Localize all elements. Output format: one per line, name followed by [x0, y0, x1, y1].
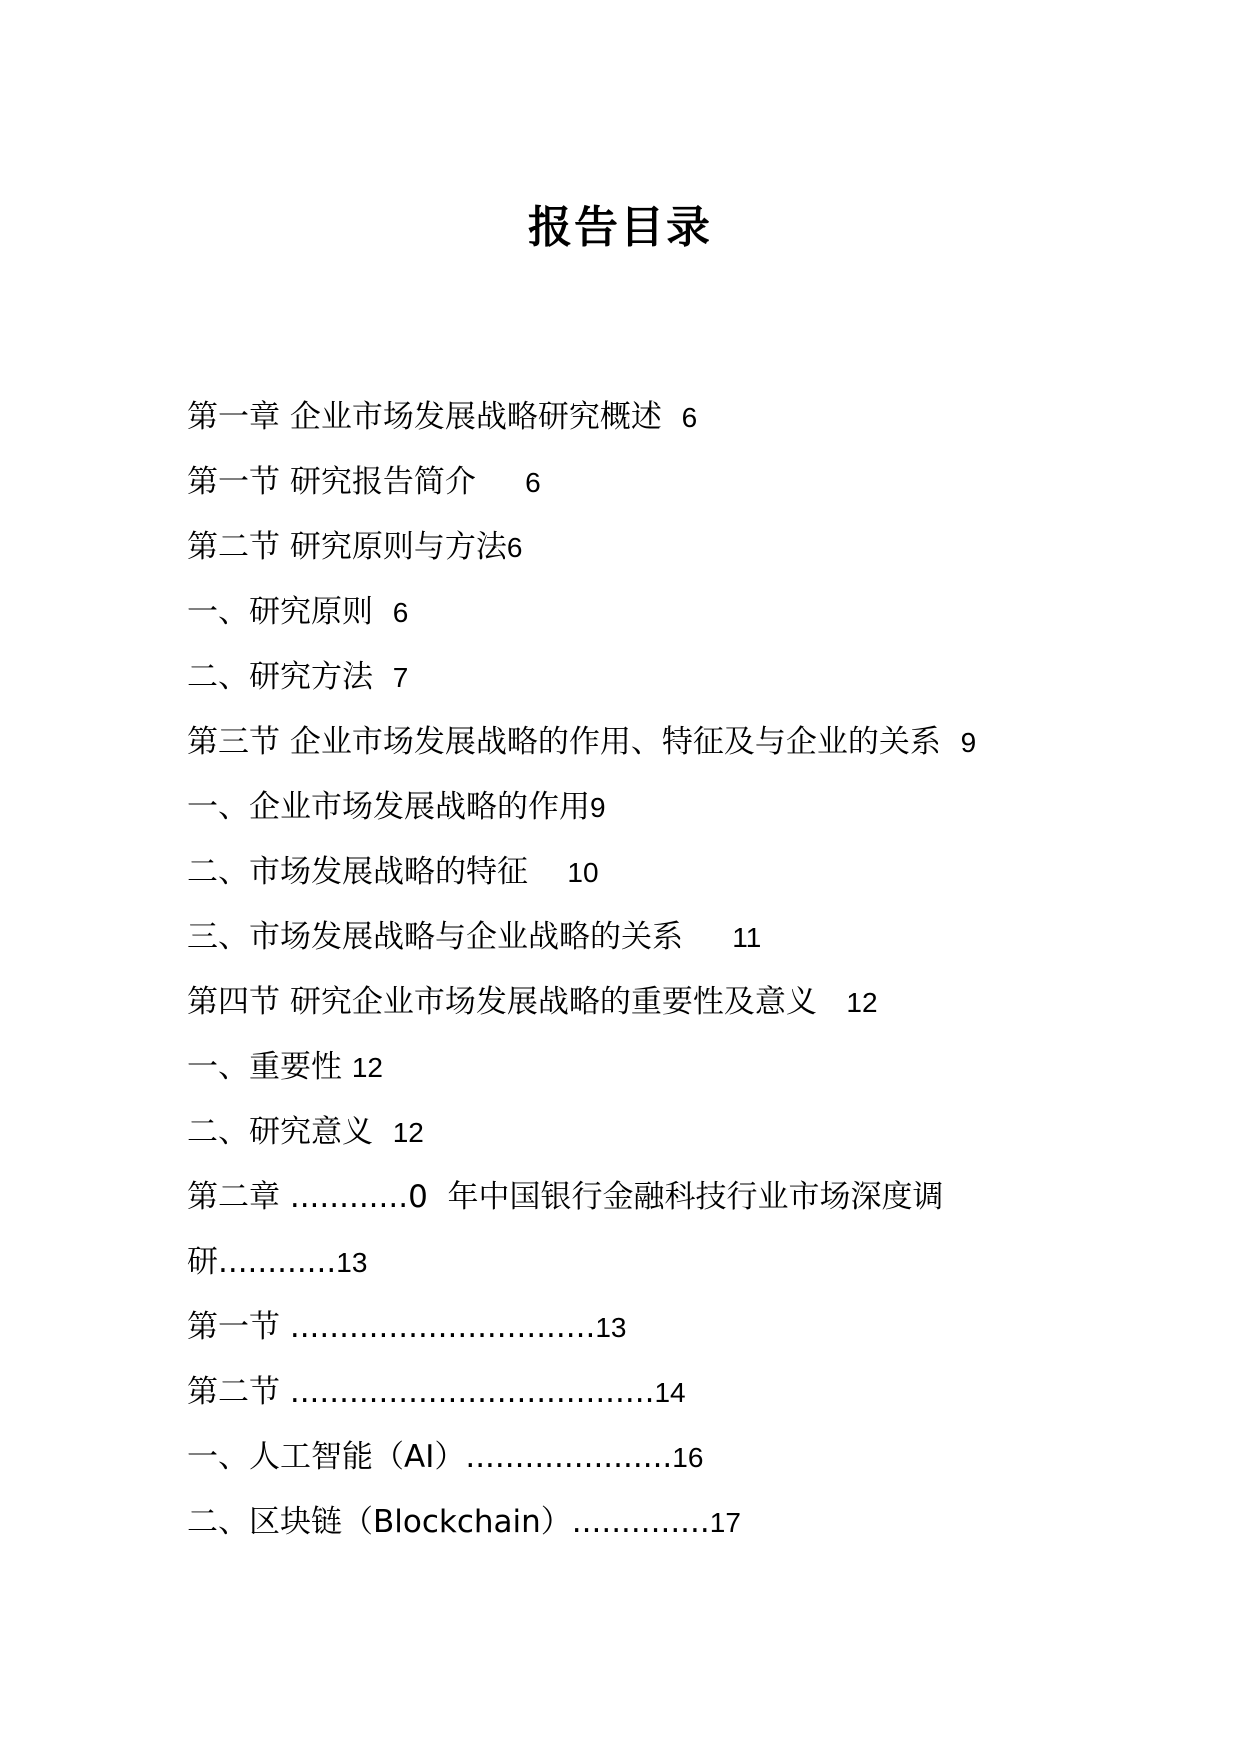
toc-entry-chapter-2-continued — [187, 1234, 1067, 1299]
toc-entry-subsection — [187, 584, 1067, 649]
toc-entry-subsection — [187, 779, 1067, 844]
toc-page-number: 12 — [392, 1117, 424, 1148]
toc-entry-chapter-2 — [187, 1169, 1067, 1234]
toc-entry-chapter-1 — [187, 389, 1067, 454]
toc-entry-subsection — [187, 1429, 1067, 1494]
toc-entry-subsection — [187, 1494, 1067, 1559]
toc-page-number: 6 — [392, 597, 409, 628]
toc-entry-text: 研............ — [187, 1244, 337, 1280]
table-of-contents — [187, 389, 1067, 1559]
toc-page-number: 9 — [590, 792, 606, 823]
toc-entry-section — [187, 1299, 1067, 1364]
toc-page-number: 17 — [709, 1507, 741, 1538]
toc-entry-text: 三、市场发展战略与企业战略的关系 — [187, 919, 733, 955]
toc-page-number: 6 — [681, 402, 698, 433]
toc-entry-subsection — [187, 1039, 1067, 1104]
toc-entry-text: 第三节 企业市场发展战略的作用、特征及与企业的关系 — [187, 724, 961, 760]
toc-entry-subsection — [187, 844, 1067, 909]
toc-entry-subsection — [187, 649, 1067, 714]
toc-entry-subsection — [187, 1104, 1067, 1169]
toc-entry-text: 第一节 研究报告简介 — [187, 464, 526, 500]
toc-page-number: 13 — [595, 1312, 627, 1343]
toc-entry-text: 第二节 研究原则与方法 — [187, 529, 507, 565]
toc-entry-text: 第一章 企业市场发展战略研究概述 — [187, 399, 682, 435]
toc-entry-section — [187, 454, 1067, 519]
toc-entry-section — [187, 974, 1067, 1039]
toc-entry-text: 第二节 ..................................... — [187, 1374, 655, 1410]
toc-entry-text: 第二章 ............0 年中国银行金融科技行业市场深度调 — [187, 1179, 944, 1215]
toc-entry-text: 第一节 ............................... — [187, 1309, 596, 1345]
toc-entry-section — [187, 1364, 1067, 1429]
toc-entry-text: 一、研究原则 — [187, 594, 393, 630]
toc-page-number: 13 — [336, 1247, 368, 1278]
toc-entry-text: 一、重要性 — [187, 1049, 352, 1085]
toc-page-number: 10 — [567, 857, 599, 888]
toc-page-number: 14 — [654, 1377, 686, 1408]
toc-page-number: 11 — [732, 922, 762, 953]
toc-page-number: 12 — [351, 1052, 384, 1083]
toc-entry-text: 二、研究意义 — [187, 1114, 393, 1150]
toc-page-number: 6 — [506, 532, 523, 563]
toc-entry-text: 一、企业市场发展战略的作用 — [187, 789, 590, 825]
toc-entry-text: 二、区块链（Blockchain）.............. — [187, 1504, 710, 1540]
toc-page-number: 16 — [672, 1442, 704, 1473]
toc-page-number: 9 — [960, 727, 977, 758]
toc-entry-subsection — [187, 909, 1067, 974]
toc-entry-text: 第四节 研究企业市场发展战略的重要性及意义 — [187, 984, 847, 1020]
toc-entry-text: 二、市场发展战略的特征 — [187, 854, 568, 890]
toc-page-number: 7 — [392, 662, 409, 693]
toc-entry-section — [187, 714, 1067, 779]
toc-page-number: 12 — [846, 987, 878, 1018]
toc-entry-text: 一、人工智能（AI）..................... — [187, 1439, 673, 1475]
toc-entry-text: 二、研究方法 — [187, 659, 393, 695]
page-title: 报告目录 — [528, 202, 712, 253]
toc-entry-section — [187, 519, 1067, 584]
toc-page-number: 6 — [525, 467, 541, 498]
